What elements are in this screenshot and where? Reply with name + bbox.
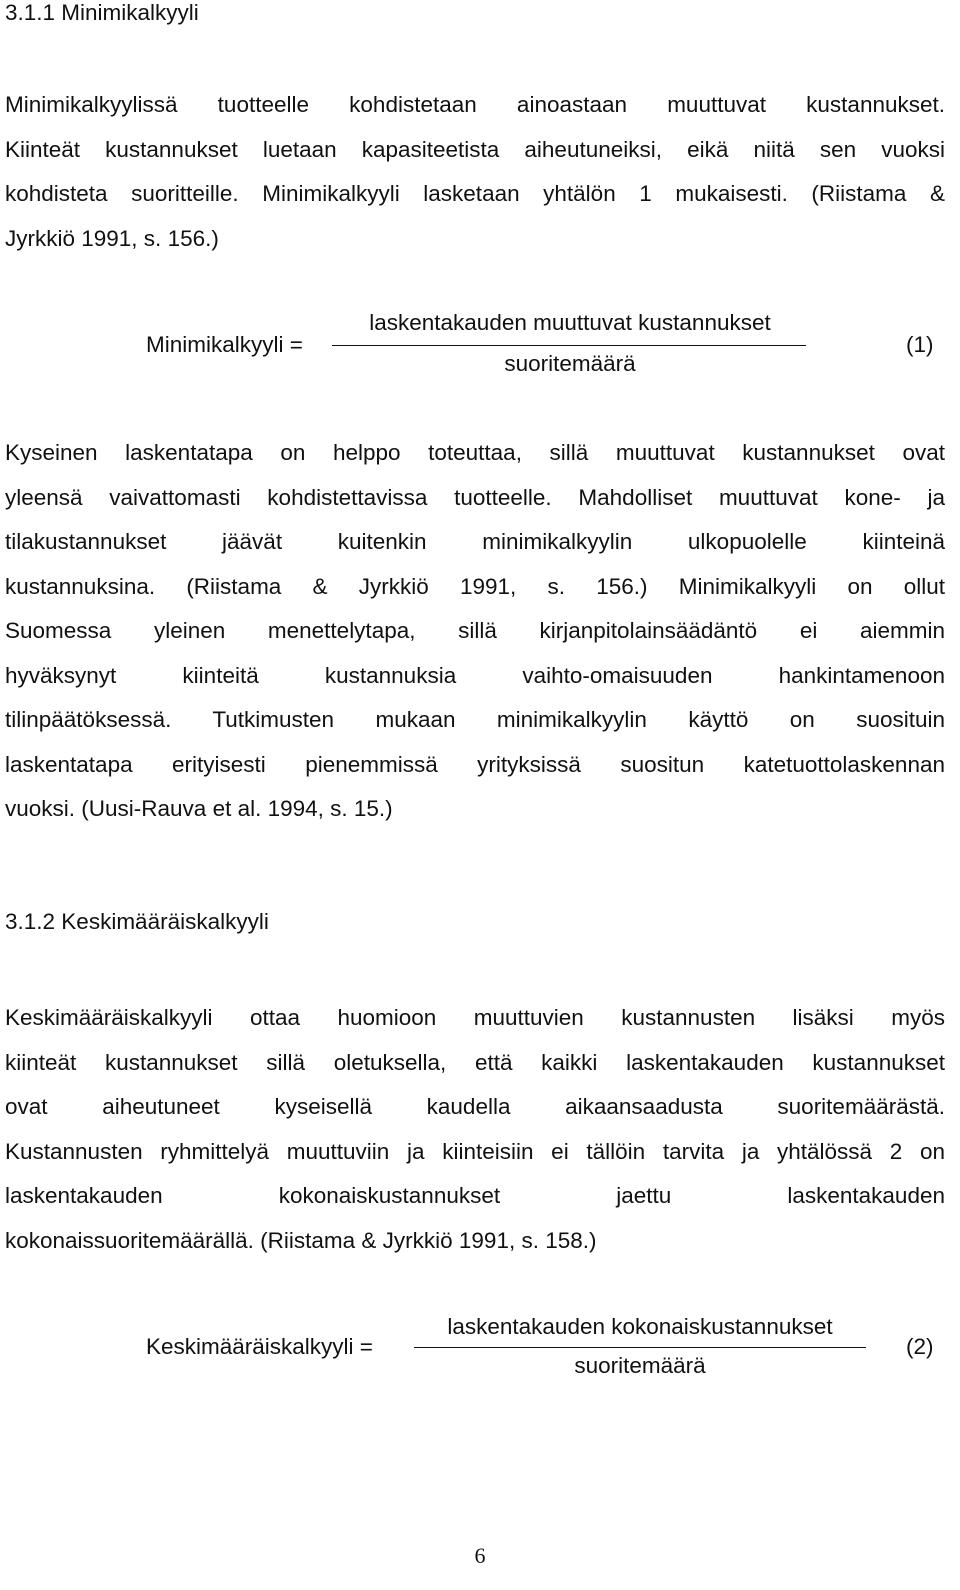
section-heading-minimikalkyyli: 3.1.1 Minimikalkyyli <box>5 0 199 25</box>
section-heading-keskimaaraiskalkyyli: 3.1.2 Keskimääräiskalkyyli <box>5 909 269 934</box>
equation-numerator: laskentakauden muuttuvat kustannukset <box>369 310 771 335</box>
page-number: 6 <box>474 1543 486 1568</box>
text-line: tilakustannukset jäävät kuitenkin minimikalkyylin ulkopuolelle kiinteinä <box>5 529 945 554</box>
text-line: kiinteät kustannukset sillä oletuksella, että kaikki laskentakauden kustannukset <box>5 1049 945 1075</box>
equation-numerator: laskentakauden kokonaiskustannukset <box>447 1314 833 1339</box>
fraction-bar <box>332 345 806 346</box>
paragraph-keskimaaraiskalkyyli <box>5 1003 945 1270</box>
text-line: Kustannusten ryhmittelyä muuttuviin ja kiinteisiin ei tällöin tarvita ja yhtälössä 2 on <box>5 1138 945 1164</box>
fraction-bar <box>414 1347 866 1348</box>
text-line: laskentakauden kokonaiskustannukset jaettu laskentakauden <box>5 1183 945 1208</box>
text-line: kokonaissuoritemäärällä. (Riistama & Jyrkkiö 1991, s. 158.) <box>5 1227 597 1253</box>
paragraph-minimikalkyyli-intro <box>5 90 945 268</box>
text-line: Minimikalkyylissä tuotteelle kohdistetaan ainoastaan muuttuvat kustannukset. <box>5 92 945 117</box>
text-line: Kiinteät kustannukset luetaan kapasiteetista aiheutuneiksi, eikä niitä sen vuoksi <box>5 136 945 162</box>
text-line: ovat aiheutuneet kyseisellä kaudella aikaansaadusta suoritemäärästä. <box>5 1094 945 1119</box>
text-line: kustannuksina. (Riistama & Jyrkkiö 1991, s. 156.) Minimikalkyyli on ollut <box>5 573 945 599</box>
text-line: Keskimääräiskalkyyli ottaa huomioon muuttuvien kustannusten lisäksi myös <box>5 1005 945 1030</box>
equation-number: (1) <box>906 332 934 357</box>
equation-lhs: Minimikalkyyli = <box>146 332 303 357</box>
text-line: Jyrkkiö 1991, s. 156.) <box>5 225 219 251</box>
equation-denominator: suoritemäärä <box>504 351 636 376</box>
text-line: laskentatapa erityisesti pienemmissä yrityksissä suositun katetuottolaskennan <box>5 751 945 777</box>
text-line: tilinpäätöksessä. Tutkimusten mukaan minimikalkyylin käyttö on suosituin <box>5 707 945 732</box>
equation-denominator: suoritemäärä <box>574 1353 706 1378</box>
text-line: Suomessa yleinen menettelytapa, sillä kirjanpitolainsäädäntö ei aiemmin <box>5 618 945 643</box>
equation-lhs: Keskimääräiskalkyyli = <box>146 1334 373 1359</box>
text-line: Kyseinen laskentatapa on helppo toteuttaa, sillä muuttuvat kustannukset ovat <box>5 440 945 465</box>
paragraph-minimikalkyyli-discussion <box>5 438 945 839</box>
text-line: vuoksi. (Uusi-Rauva et al. 1994, s. 15.) <box>5 796 393 821</box>
text-line: hyväksynyt kiinteitä kustannuksia vaihto-omaisuuden hankintamenoon <box>5 662 945 688</box>
equation-number: (2) <box>906 1334 934 1359</box>
text-line: yleensä vaivattomasti kohdistettavissa tuotteelle. Mahdolliset muuttuvat kone- ja <box>5 484 945 510</box>
text-line: kohdisteta suoritteille. Minimikalkyyli lasketaan yhtälön 1 mukaisesti. (Riistama & <box>5 181 945 206</box>
